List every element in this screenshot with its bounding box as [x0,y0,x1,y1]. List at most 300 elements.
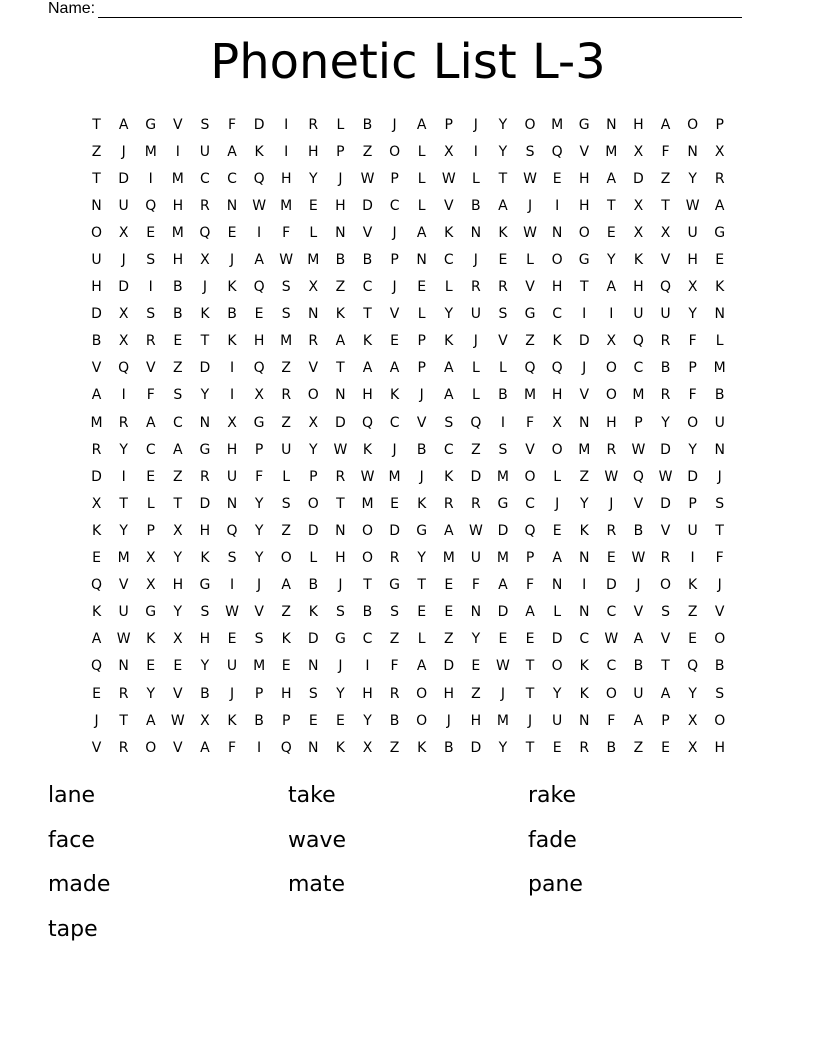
grid-letter: U [552,712,563,729]
grid-letter: O [605,360,617,377]
grid-letter: Q [551,360,563,377]
grid-letter: J [419,387,424,404]
grid-letter: D [118,279,130,296]
grid-letter: A [416,224,427,241]
grid-letter: X [173,522,183,539]
grid-letter: H [578,170,590,187]
grid-letter: U [633,306,644,323]
grid-letter: Q [524,522,536,539]
grid-letter: J [392,224,397,241]
grid-letter: V [308,360,319,377]
grid-letter: H [362,387,373,404]
grid-letter: Y [254,550,264,567]
grid-letter: D [307,522,319,539]
grid-letter: D [91,468,102,485]
grid-letter: N [714,306,725,323]
grid-letter: T [607,197,616,214]
grid-letter: L [417,306,426,323]
grid-letter: H [335,550,346,567]
grid-letter: T [498,170,508,187]
word-list-item: take [288,783,336,808]
grid-letter: V [173,116,183,133]
grid-letter: S [281,279,291,296]
grid-letter: H [443,685,455,702]
grid-letter: A [254,252,264,269]
grid-letter: X [552,414,562,431]
grid-letter: K [362,441,373,458]
grid-letter: D [91,306,102,323]
grid-letter: Q [199,224,211,241]
grid-letter: N [578,604,590,621]
grid-letter: A [335,333,346,350]
grid-letter: E [146,658,156,675]
word-list-item: mate [288,872,346,897]
grid-letter: G [497,495,509,512]
grid-letter: K [444,333,454,350]
grid-letter: Q [145,197,157,214]
grid-letter: E [498,252,508,269]
grid-letter: M [144,143,157,160]
grid-letter: A [714,197,725,214]
grid-letter: K [444,468,454,485]
grid-letter: I [229,577,235,594]
grid-letter: E [417,604,427,621]
grid-letter: G [416,522,428,539]
grid-letter: D [389,522,400,539]
grid-letter: S [200,604,210,621]
grid-letter: K [633,252,644,269]
grid-letter: B [362,116,373,133]
grid-letter: H [172,252,184,269]
grid-letter: Q [118,360,130,377]
grid-letter: J [94,712,99,729]
grid-letter: G [389,577,400,594]
grid-letter: X [687,279,698,296]
grid-letter: R [579,739,590,756]
grid-letter: K [91,604,102,621]
grid-letter: A [498,577,508,594]
grid-letter: K [200,550,210,567]
grid-letter: Q [687,658,699,675]
grid-letter: B [443,739,454,756]
grid-letter: O [416,685,428,702]
grid-letter: K [552,333,562,350]
grid-letter: J [419,468,424,485]
grid-letter: D [633,170,644,187]
grid-letter: U [118,604,129,621]
grid-letter: U [687,224,698,241]
grid-letter: W [279,252,294,269]
grid-letter: B [389,712,400,729]
grid-letter: E [552,739,562,756]
grid-letter: E [281,658,291,675]
grid-letter: A [91,387,102,404]
grid-letter: F [282,224,291,241]
grid-letter: X [145,550,156,567]
grid-letter: X [227,414,237,431]
grid-letter: Y [417,550,426,567]
grid-letter: A [443,522,454,539]
grid-letter: C [606,658,617,675]
grid-letter: X [118,333,129,350]
grid-letter: P [390,252,399,269]
grid-letter: Z [579,468,590,485]
grid-letter: B [362,252,373,269]
grid-letter: H [280,685,292,702]
grid-letter: R [389,550,400,567]
grid-letter: H [606,414,617,431]
grid-letter: O [605,387,617,404]
grid-letter: B [714,387,725,404]
grid-letter: O [361,522,373,539]
grid-letter: F [526,577,535,594]
grid-letter: X [633,143,644,160]
grid-letter: O [416,712,428,729]
grid-letter: D [470,468,482,485]
grid-letter: G [334,631,346,648]
grid-letter: X [308,279,319,296]
grid-letter: N [335,387,346,404]
grid-letter: P [254,441,264,458]
grid-letter: K [335,739,345,756]
grid-letter: M [578,441,591,458]
grid-letter: L [417,170,426,187]
grid-letter: Q [632,468,644,485]
grid-letter: Y [146,685,156,702]
grid-letter: V [525,279,535,296]
grid-letter: E [444,577,454,594]
grid-letter: A [91,631,102,648]
grid-letter: L [282,468,291,485]
grid-letter: F [146,387,155,404]
grid-letter: L [417,143,426,160]
grid-letter: R [660,333,671,350]
grid-letter: K [308,604,318,621]
grid-letter: B [606,739,617,756]
grid-letter: R [498,279,508,296]
grid-letter: N [226,197,238,214]
grid-letter: K [254,143,264,160]
grid-letter: T [417,577,426,594]
grid-letter: I [284,143,289,160]
grid-letter: H [578,197,590,214]
grid-letter: V [443,197,454,214]
grid-letter: K [417,495,427,512]
grid-letter: B [660,360,671,377]
grid-letter: P [688,360,697,377]
grid-letter: I [473,143,478,160]
grid-letter: I [257,739,262,756]
grid-letter: Q [91,658,103,675]
grid-letter: P [146,522,155,539]
grid-letter: P [417,360,426,377]
grid-letter: Y [119,441,128,458]
word-list [48,778,768,956]
grid-letter: Q [280,739,292,756]
grid-letter: Y [471,631,481,648]
grid-letter: M [171,170,184,187]
grid-letter: L [471,387,480,404]
grid-letter: G [524,306,536,323]
grid-letter: R [470,495,481,512]
grid-letter: T [119,712,128,729]
grid-letter: S [335,604,345,621]
grid-letter: H [280,170,292,187]
grid-letter: V [389,306,400,323]
grid-letter: R [118,414,129,431]
grid-letter: V [145,360,156,377]
grid-letter: O [687,116,699,133]
grid-letter: A [660,685,671,702]
grid-letter: D [497,522,509,539]
grid-letter: V [173,685,183,702]
grid-letter: S [200,116,210,133]
grid-letter: K [227,333,237,350]
grid-letter: V [91,360,102,377]
grid-letter: U [714,414,725,431]
grid-letter: C [606,604,617,621]
grid-letter: I [175,143,180,160]
grid-letter: F [227,739,237,756]
grid-letter: E [227,631,237,648]
grid-letter: Z [91,143,102,160]
grid-letter: B [173,279,183,296]
grid-letter: M [632,387,645,404]
grid-letter: B [308,577,319,594]
grid-letter: U [660,306,671,323]
grid-letter: I [365,658,370,675]
grid-letter: Q [253,170,265,187]
grid-letter: N [470,224,482,241]
grid-letter: R [606,441,617,458]
grid-letter: D [687,468,698,485]
grid-letter: K [579,658,589,675]
grid-letter: Q [660,279,672,296]
grid-letter: B [362,604,373,621]
grid-letter: T [363,577,372,594]
grid-letter: J [446,712,451,729]
grid-letter: N [226,495,238,512]
grid-letter: R [389,685,400,702]
grid-letter: C [172,414,183,431]
grid-letter: Y [498,739,508,756]
grid-letter: D [199,495,211,512]
grid-letter: U [470,550,481,567]
grid-letter: E [471,658,481,675]
grid-letter: D [605,577,617,594]
grid-letter: J [121,252,126,269]
grid-letter: N [308,739,319,756]
grid-letter: J [582,360,587,377]
grid-letter: L [417,631,426,648]
grid-letter: O [551,441,563,458]
grid-letter: A [660,116,671,133]
grid-letter: J [527,197,533,214]
grid-letter: L [146,495,155,512]
grid-letter: Y [173,550,183,567]
grid-letter: R [335,468,346,485]
grid-letter: D [551,631,563,648]
grid-letter: J [636,577,641,594]
grid-letter: X [118,306,129,323]
grid-letter: X [118,224,129,241]
grid-letter: J [338,658,343,675]
grid-letter: N [578,712,590,729]
grid-letter: P [634,414,643,431]
grid-letter: A [443,360,454,377]
grid-letter: C [145,441,156,458]
grid-letter: K [715,279,725,296]
grid-letter: Z [281,604,291,621]
grid-letter: P [281,712,291,729]
grid-letter: R [443,495,454,512]
grid-letter: I [121,387,126,404]
grid-letter: S [715,685,725,702]
grid-letter: L [553,604,562,621]
grid-letter: D [660,441,671,458]
grid-letter: J [473,116,478,133]
grid-letter: C [227,170,237,187]
grid-letter: W [604,468,619,485]
grid-letter: K [146,631,156,648]
grid-letter: O [714,631,726,648]
grid-letter: O [280,550,292,567]
grid-letter: X [660,224,671,241]
grid-letter: H [308,143,319,160]
grid-letter: N [551,224,563,241]
grid-letter: T [336,360,345,377]
grid-letter: P [688,495,697,512]
grid-letter: U [91,252,102,269]
grid-letter: T [715,522,724,539]
grid-letter: D [497,604,509,621]
grid-letter: U [470,306,481,323]
grid-letter: W [604,631,619,648]
grid-letter: C [579,631,590,648]
grid-letter: A [552,550,562,567]
grid-letter: B [200,685,210,702]
grid-letter: E [688,631,698,648]
grid-letter: I [582,577,587,594]
grid-letter: H [226,441,238,458]
grid-letter: E [606,224,616,241]
grid-letter: Y [552,685,562,702]
grid-letter: V [525,441,535,458]
grid-letter: Z [173,360,183,377]
grid-letter: E [92,550,101,567]
grid-letter: W [523,224,537,241]
grid-letter: H [633,116,644,133]
grid-letter: V [660,522,671,539]
grid-letter: S [525,143,535,160]
grid-letter: T [525,739,535,756]
grid-letter: C [389,197,400,214]
grid-letter: N [118,658,129,675]
grid-letter: E [390,333,399,350]
grid-letter: A [145,712,156,729]
grid-letter: L [309,224,318,241]
grid-letter: A [633,631,644,648]
grid-letter: Z [173,468,183,485]
grid-letter: M [713,360,726,377]
word-list-item: lane [48,783,96,808]
grid-letter: I [148,279,153,296]
grid-letter: V [579,387,590,404]
grid-letter: U [226,658,238,675]
grid-letter: Y [309,441,318,458]
grid-letter: X [200,712,210,729]
grid-letter: L [526,252,534,269]
grid-letter: L [715,333,724,350]
grid-letter: A [118,116,129,133]
grid-letter: M [171,224,184,241]
grid-letter: R [660,550,671,567]
grid-letter: C [389,414,400,431]
grid-letter: A [416,116,427,133]
grid-letter: Z [471,685,481,702]
grid-letter: Y [688,306,697,323]
grid-letter: J [392,279,397,296]
grid-letter: T [336,495,345,512]
grid-letter: J [717,468,722,485]
grid-letter: K [227,279,237,296]
word-list-item: fade [528,827,577,853]
grid-letter: M [496,468,509,485]
grid-letter: Q [226,522,238,539]
grid-letter: Y [498,116,508,133]
grid-letter: V [173,739,183,756]
grid-letter: H [335,197,346,214]
grid-letter: T [525,658,535,675]
grid-letter: K [281,631,291,648]
grid-letter: L [417,197,426,214]
grid-letter: N [551,577,563,594]
grid-letter: H [687,252,698,269]
grid-letter: J [257,577,262,594]
grid-letter: V [254,604,264,621]
grid-letter: Q [253,279,265,296]
grid-letter: P [309,468,318,485]
grid-letter: O [389,143,401,160]
grid-letter: T [363,306,372,323]
grid-letter: N [687,143,698,160]
grid-letter: P [390,170,399,187]
word-list-item: wave [288,827,347,853]
grid-letter: A [227,143,237,160]
grid-letter: W [631,441,646,458]
grid-letter: B [335,252,346,269]
grid-letter: U [118,197,129,214]
grid-letter: S [390,604,400,621]
grid-letter: M [253,658,266,675]
grid-letter: E [254,306,264,323]
grid-letter: B [471,197,481,214]
grid-letter: R [470,279,481,296]
grid-letter: P [417,333,426,350]
grid-letter: H [91,279,102,296]
grid-letter: V [660,252,671,269]
grid-letter: W [523,170,537,187]
grid-letter: R [606,522,617,539]
grid-letter: F [227,116,237,133]
grid-letter: E [173,333,183,350]
grid-letter: X [687,712,698,729]
grid-letter: R [308,116,319,133]
grid-letter: S [661,604,670,621]
grid-letter: V [714,604,725,621]
grid-letter: G [714,224,726,241]
grid-letter: K [579,685,589,702]
